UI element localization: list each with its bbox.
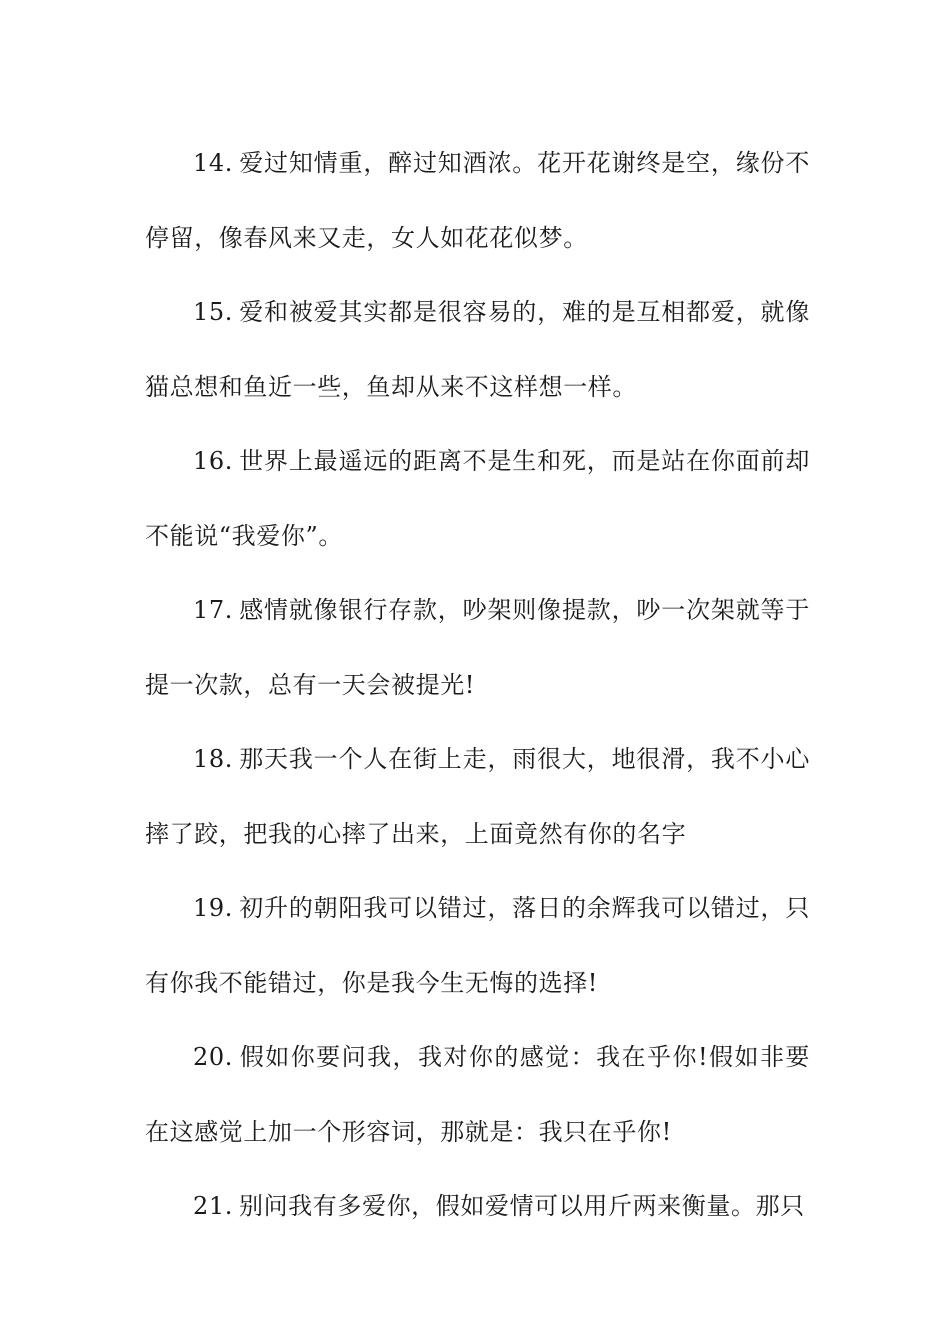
paragraph-20 — [145, 1020, 810, 1169]
paragraph-number: 16. — [193, 447, 233, 475]
paragraph-number: 17. — [193, 596, 233, 624]
paragraph-number: 14. — [193, 149, 233, 177]
paragraph-19 — [145, 871, 810, 1020]
paragraph-15 — [145, 275, 810, 424]
paragraph-number: 21. — [193, 1192, 233, 1220]
paragraph-text: 感情就像银行存款，吵架则像提款，吵一次架就等于提一次款，总有一天会被提光! — [145, 596, 810, 699]
paragraph-17 — [145, 573, 810, 722]
paragraph-text: 假如你要问我，我对你的感觉：我在乎你!假如非要在这感觉上加一个形容词，那就是：我只在乎你! — [145, 1043, 810, 1146]
paragraph-text: 世界上最遥远的距离不是生和死，而是站在你面前却不能说“我爱你”。 — [145, 447, 810, 550]
paragraph-number: 19. — [193, 894, 233, 922]
paragraph-number: 18. — [193, 745, 233, 773]
paragraph-number: 15. — [193, 298, 233, 326]
paragraph-text: 那天我一个人在街上走，雨很大，地很滑，我不小心摔了跤，把我的心摔了出来，上面竟然有你的名字 — [145, 745, 810, 848]
paragraph-text: 别问我有多爱你，假如爱情可以用斤两来衡量。那只 — [238, 1192, 805, 1220]
paragraph-21 — [145, 1169, 810, 1244]
paragraph-16 — [145, 424, 810, 573]
paragraph-text: 爱过知情重，醉过知酒浓。花开花谢终是空，缘份不停留，像春风来又走，女人如花花似梦。 — [145, 149, 810, 252]
paragraph-text: 初升的朝阳我可以错过，落日的余辉我可以错过，只有你我不能错过，你是我今生无悔的选择! — [145, 894, 810, 997]
paragraph-18 — [145, 722, 810, 871]
document-body — [145, 126, 810, 1244]
paragraph-text: 爱和被爱其实都是很容易的，难的是互相都爱，就像猫总想和鱼近一些，鱼却从来不这样想一样。 — [145, 298, 810, 401]
paragraph-number: 20. — [193, 1043, 233, 1071]
paragraph-14 — [145, 126, 810, 275]
